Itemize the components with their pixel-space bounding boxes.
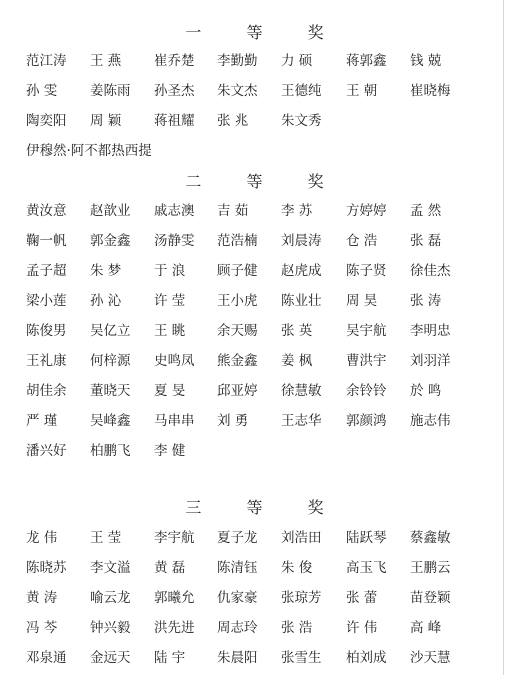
awardee-name: 王 莹 bbox=[90, 530, 122, 546]
awardee-name: 王 燕 bbox=[90, 53, 122, 69]
awardee-name: 李 健 bbox=[154, 443, 186, 459]
awardee-name: 史鸣凤 bbox=[154, 353, 195, 369]
awardee-name: 张琼芳 bbox=[281, 590, 322, 606]
awardee-name: 郭金鑫 bbox=[90, 233, 131, 249]
awardee-name: 王 眺 bbox=[154, 323, 186, 339]
awardee-name: 吴亿立 bbox=[90, 323, 131, 339]
awardee-name: 朱文秀 bbox=[281, 113, 322, 129]
awardee-name: 李明忠 bbox=[410, 323, 451, 339]
awardee-name: 陆跃琴 bbox=[346, 530, 387, 546]
awardee-name: 孙 沁 bbox=[90, 293, 122, 309]
awardee-name: 陈清钰 bbox=[217, 560, 258, 576]
awardee-name: 夏 旻 bbox=[154, 383, 186, 399]
awardee-name: 何梓源 bbox=[90, 353, 131, 369]
awardee-name: 钱 兢 bbox=[410, 53, 442, 69]
awardee-name: 张雪生 bbox=[281, 650, 322, 666]
awardee-name: 力 硕 bbox=[281, 53, 313, 69]
awardee-name: 余天赐 bbox=[217, 323, 258, 339]
awardee-name: 金远天 bbox=[90, 650, 131, 666]
awardee-name: 姜 枫 bbox=[281, 353, 313, 369]
awardee-name: 王志华 bbox=[281, 413, 322, 429]
awardee-name: 周志玲 bbox=[217, 620, 258, 636]
awardee-name: 许 莹 bbox=[154, 293, 186, 309]
awardee-name: 范浩楠 bbox=[217, 233, 258, 249]
awardee-name: 黄汝意 bbox=[26, 203, 67, 219]
awardee-name: 朱 俊 bbox=[281, 560, 313, 576]
awardee-name: 梁小莲 bbox=[26, 293, 67, 309]
awardee-name: 张 磊 bbox=[410, 233, 442, 249]
awardee-name: 汤静雯 bbox=[154, 233, 195, 249]
awardee-name: 柏刘成 bbox=[346, 650, 387, 666]
awardee-name: 仓 浩 bbox=[346, 233, 378, 249]
awardee-name: 周 颖 bbox=[90, 113, 122, 129]
awardee-name: 陈俊男 bbox=[26, 323, 67, 339]
awardee-name: 崔乔楚 bbox=[154, 53, 195, 69]
awardee-name: 邓泉通 bbox=[26, 650, 67, 666]
awardee-name: 龙 伟 bbox=[26, 530, 58, 546]
awardee-name: 方婷婷 bbox=[346, 203, 387, 219]
awardee-name: 王 朝 bbox=[346, 83, 378, 99]
awardee-name: 王小虎 bbox=[217, 293, 258, 309]
awardee-name: 严 瑾 bbox=[26, 413, 58, 429]
awardee-name: 姜陈雨 bbox=[90, 83, 131, 99]
awardee-name: 陈业壮 bbox=[281, 293, 322, 309]
page-right-border bbox=[503, 0, 504, 675]
awardee-name: 黄 涛 bbox=[26, 590, 58, 606]
awardee-name: 李宇航 bbox=[154, 530, 195, 546]
awardee-name: 李 苏 bbox=[281, 203, 313, 219]
awardee-name: 王礼康 bbox=[26, 353, 67, 369]
awardee-name: 周 昊 bbox=[346, 293, 378, 309]
awardee-name: 朱 梦 bbox=[90, 263, 122, 279]
awardee-name: 范江涛 bbox=[26, 53, 67, 69]
awardee-name: 潘兴好 bbox=[26, 443, 67, 459]
awardee-name: 高玉飞 bbox=[346, 560, 387, 576]
awardee-name: 张 涛 bbox=[410, 293, 442, 309]
awardee-name: 吉 茹 bbox=[217, 203, 249, 219]
awardee-name: 于 浪 bbox=[154, 263, 186, 279]
awardee-name: 吴峰鑫 bbox=[90, 413, 131, 429]
awardee-name: 孟子超 bbox=[26, 263, 67, 279]
awardee-name: 陆 宇 bbox=[154, 650, 186, 666]
awardee-name: 蒋郭鑫 bbox=[346, 53, 387, 69]
awardee-name: 喻云龙 bbox=[90, 590, 131, 606]
awardee-name: 李文溢 bbox=[90, 560, 131, 576]
awardee-name: 高 峰 bbox=[410, 620, 442, 636]
awardee-name: 王德纯 bbox=[281, 83, 322, 99]
awardee-name: 马串串 bbox=[154, 413, 195, 429]
awardee-name: 张 英 bbox=[281, 323, 313, 339]
second-prize-title: 二 等 奖 bbox=[185, 172, 344, 191]
awardee-name: 蔡鑫敏 bbox=[410, 530, 451, 546]
awardee-name: 王鹏云 bbox=[410, 560, 451, 576]
awardee-name: 陶奕阳 bbox=[26, 113, 67, 129]
awardee-name: 陈晓苏 bbox=[26, 560, 67, 576]
awardee-name: 崔晓梅 bbox=[410, 83, 451, 99]
awardee-name: 郭颜鸿 bbox=[346, 413, 387, 429]
first-prize-title: 一 等 奖 bbox=[185, 23, 344, 42]
awardee-name: 於 鸣 bbox=[410, 383, 442, 399]
awardee-name: 朱文杰 bbox=[217, 83, 258, 99]
awardee-name: 刘 勇 bbox=[217, 413, 249, 429]
awardee-name: 赵虎成 bbox=[281, 263, 322, 279]
third-prize-title: 三 等 奖 bbox=[185, 498, 344, 517]
awardee-name: 戚志澳 bbox=[154, 203, 195, 219]
awardee-name: 鞠一帆 bbox=[26, 233, 67, 249]
awardee-name: 朱晨阳 bbox=[217, 650, 258, 666]
awardee-name: 张 浩 bbox=[281, 620, 313, 636]
awardee-name: 孙 雯 bbox=[26, 83, 58, 99]
awardee-name: 冯 芩 bbox=[26, 620, 58, 636]
awardee-name: 钟兴毅 bbox=[90, 620, 131, 636]
awardee-name: 蒋祖耀 bbox=[154, 113, 195, 129]
awardee-name: 许 伟 bbox=[346, 620, 378, 636]
awardee-name: 施志伟 bbox=[410, 413, 451, 429]
awardee-name: 熊金鑫 bbox=[217, 353, 258, 369]
awardee-name: 洪先进 bbox=[154, 620, 195, 636]
awardee-name: 李勤勤 bbox=[217, 53, 258, 69]
awardee-name: 郭曦允 bbox=[154, 590, 195, 606]
awardee-name: 夏子龙 bbox=[217, 530, 258, 546]
awardee-name: 吴宇航 bbox=[346, 323, 387, 339]
awardee-name: 黄 磊 bbox=[154, 560, 186, 576]
awardee-name: 胡佳余 bbox=[26, 383, 67, 399]
awardee-name: 张 蕾 bbox=[346, 590, 378, 606]
awardee-name: 孟 然 bbox=[410, 203, 442, 219]
awardee-name: 徐慧敏 bbox=[281, 383, 322, 399]
awardee-name: 曹洪宇 bbox=[346, 353, 387, 369]
awardee-name: 董晓天 bbox=[90, 383, 131, 399]
awardee-name: 邱亚婷 bbox=[217, 383, 258, 399]
awardee-name: 陈子贤 bbox=[346, 263, 387, 279]
awardee-name: 顾子健 bbox=[217, 263, 258, 279]
awardee-name: 徐佳杰 bbox=[410, 263, 451, 279]
awardee-name: 孙圣杰 bbox=[154, 83, 195, 99]
awardee-name: 刘晨涛 bbox=[281, 233, 322, 249]
awardee-name: 仇家豪 bbox=[217, 590, 258, 606]
awardee-name: 余铃铃 bbox=[346, 383, 387, 399]
awardee-name: 刘浩田 bbox=[281, 530, 322, 546]
awardee-name: 柏鹏飞 bbox=[90, 443, 131, 459]
awardee-name: 伊穆然·阿不都热西提 bbox=[26, 143, 152, 159]
awardee-name: 张 兆 bbox=[217, 113, 249, 129]
awardee-name: 赵歆业 bbox=[90, 203, 131, 219]
awardee-name: 苗登颖 bbox=[410, 590, 451, 606]
awardee-name: 刘羽洋 bbox=[410, 353, 451, 369]
awardee-name: 沙天慧 bbox=[410, 650, 451, 666]
